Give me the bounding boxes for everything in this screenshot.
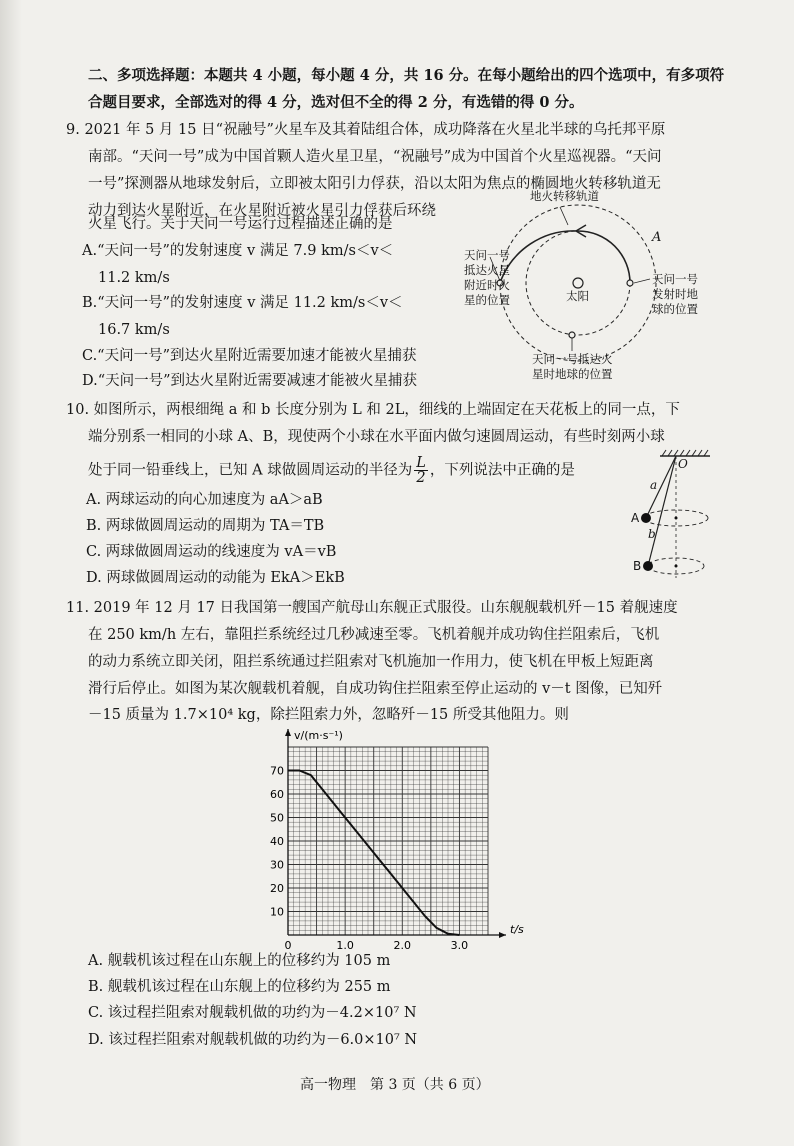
mars-arrival-label-line: 星的位置 — [464, 293, 510, 307]
center-b — [675, 565, 678, 568]
ball-b — [643, 561, 653, 571]
q11-option-c: C. 该过程拦阻索对舰载机做的功约为－4.2×10⁷ N — [88, 1005, 417, 1021]
y-tick-label: 50 — [270, 811, 284, 825]
velocity-time-chart — [260, 720, 524, 960]
q9-line5: 火星飞行。关于天问一号运行过程描述正确的是 — [88, 216, 393, 232]
mars-arrival-label — [464, 248, 510, 308]
q9-option-a-line2: 11.2 km/s — [98, 270, 170, 286]
center-a — [675, 517, 678, 520]
y-tick-label: 20 — [270, 882, 284, 895]
string-b — [648, 456, 676, 566]
q9-option-d: D.“天问一号”到达火星附近需要减速才能被火星捕获 — [82, 373, 418, 389]
earth-launch-label-line: 发射时地 — [652, 287, 698, 301]
q11-option-d: D. 该过程拦阻索对舰载机做的功约为－6.0×10⁷ N — [88, 1032, 418, 1048]
q11-line2: 在 250 km/h 左右，靠阻拦系统经过几秒减速至零。飞机着舰并成功钩住拦阻索后，飞机 — [88, 627, 660, 643]
y-tick-label: 60 — [270, 788, 284, 801]
fraction-l-over-2 — [414, 456, 428, 485]
earth-launch-icon — [627, 280, 633, 286]
q9-line4: 动力到达火星附近，在火星附近被火星引力俘获后环绕 — [88, 203, 436, 219]
q11-option-a: A. 舰载机该过程在山东舰上的位移约为 105 m — [88, 953, 391, 969]
page-footer: 高一物理 第 3 页（共 6 页） — [300, 1077, 490, 1093]
left-page-shadow — [0, 0, 22, 1146]
x-tick-label: 2.0 — [393, 939, 412, 952]
q10-line1: 10. 如图所示，两根细绳 a 和 b 长度分别为 L 和 2L，细线的上端固定在天花板上的同一点，下 — [66, 402, 680, 418]
x-axis-label: t/s — [510, 923, 524, 936]
mars-arrival-label-line: 抵达火星 — [464, 263, 510, 277]
q10-line3-tail: ，下列说法中正确的是 — [429, 462, 575, 479]
x-axis-arrow-icon — [499, 932, 506, 938]
y-tick-label: 30 — [270, 858, 284, 872]
q10-option-c: C. 两球做圆周运动的线速度为 vA＝vB — [86, 544, 337, 560]
orbit-label-leader — [560, 207, 568, 225]
point-a-label: A — [652, 230, 662, 245]
earth-arrival-label-line: 天问一号抵达火 — [532, 352, 613, 366]
y-tick-label: 70 — [270, 764, 284, 778]
chart-tick-labels — [270, 729, 524, 952]
q10-option-b: B. 两球做圆周运动的周期为 TA＝TB — [86, 518, 325, 534]
y-tick-label: 40 — [270, 835, 284, 848]
x-tick-label: 1.0 — [336, 939, 354, 952]
mars-arrival-label-line: 天问一号 — [464, 248, 510, 262]
string-a-label: a — [650, 478, 658, 492]
x-tick-label: 0 — [284, 939, 292, 952]
q11-line3: 的动力系统立即关闭，阻拦系统通过拦阻索对飞机施加一作用力，使飞机在甲板上短距离 — [88, 654, 654, 670]
sun-label: 太阳 — [566, 289, 589, 303]
pivot-o-label: O — [678, 457, 688, 471]
earth-launch-label — [652, 272, 698, 317]
q10-option-a: A. 两球运动的向心加速度为 aA＞aB — [86, 492, 323, 508]
transfer-orbit — [500, 231, 630, 283]
earth-launch-label-line: 球的位置 — [652, 302, 698, 316]
section-header-line1: 二、多项选择题：本题共 4 小题，每小题 4 分，共 16 分。在每小题给出的四个选项中，有多项符 — [88, 67, 725, 84]
earth-arrival-label-line: 星时地球的位置 — [532, 367, 613, 381]
q9-line1: 9. 2021 年 5 月 15 日“祝融号”火星车及其着陆组合体，成功降落在火星北半球的乌托邦平原 — [66, 122, 666, 138]
q9-line2: 南部。“天问一号”成为中国首颗人造火星卫星，“祝融号”成为中国首个火星巡视器。“天问 — [88, 149, 662, 165]
chart-grid — [288, 747, 488, 935]
mars-arrival-label-line: 附近时火 — [464, 278, 510, 292]
y-tick-label: 10 — [270, 905, 284, 919]
q9-option-b-line2: 16.7 km/s — [98, 322, 170, 338]
q10-line3 — [88, 456, 575, 485]
x-tick-label: 3.0 — [450, 939, 469, 952]
q10-option-d: D. 两球做圆周运动的动能为 EkA＞EkB — [86, 570, 345, 586]
sun-icon — [573, 278, 583, 288]
q10-line3-text: 处于同一铅垂线上，已知 A 球做圆周运动的半径为 — [88, 462, 413, 479]
ball-b-label: B — [633, 559, 642, 573]
string-b-label: b — [648, 527, 656, 541]
q10-line2: 端分别系一相同的小球 A、B，现使两个小球在水平面内做匀速圆周运动，有些时刻两小球 — [88, 429, 665, 445]
earth-launch-label-line: 天问一号 — [652, 272, 698, 286]
ceiling-hatch — [662, 450, 708, 456]
q9-line3: 一号”探测器从地球发射后，立即被太阳引力俘获，沿以太阳为焦点的椭圆地火转移轨道无 — [88, 176, 661, 192]
orbit-label: 地火转移轨道 — [530, 189, 599, 203]
launch-label-leader — [634, 279, 650, 283]
q9-option-c: C.“天问一号”到达火星附近需要加速才能被火星捕获 — [82, 348, 417, 364]
y-axis-label: v/(m·s⁻¹) — [294, 729, 343, 742]
q9-option-b-line1: B.“天问一号”的发射速度 v 满足 11.2 km/s＜v＜ — [82, 295, 403, 311]
ball-a-label: A — [631, 511, 640, 525]
fraction-denominator: 2 — [416, 470, 426, 486]
ball-a — [641, 513, 651, 523]
y-axis-arrow-icon — [285, 729, 291, 736]
q11-line5: －15 质量为 1.7×10⁴ kg，除拦阻索力外，忽略歼－15 所受其他阻力。则 — [88, 707, 569, 723]
earth-arrival-icon — [569, 332, 575, 338]
q11-line4: 滑行后停止。如图为某次舰载机着舰，自成功钩住拦阻索至停止运动的 v－t 图像，已知歼 — [88, 681, 663, 697]
q11-option-b: B. 舰载机该过程在山东舰上的位移约为 255 m — [88, 979, 391, 995]
q11-line1: 11. 2019 年 12 月 17 日我国第一艘国产航母山东舰正式服役。山东舰舰载机歼－15 着舰速度 — [66, 600, 678, 616]
q9-option-a-line1: A.“天问一号”的发射速度 v 满足 7.9 km/s＜v＜ — [82, 243, 394, 259]
fraction-numerator: L — [416, 455, 426, 471]
section-header-line2: 合题目要求，全部选对的得 4 分，选对但不全的得 2 分，有选错的得 0 分。 — [88, 94, 584, 111]
earth-arrival-label — [532, 352, 613, 382]
